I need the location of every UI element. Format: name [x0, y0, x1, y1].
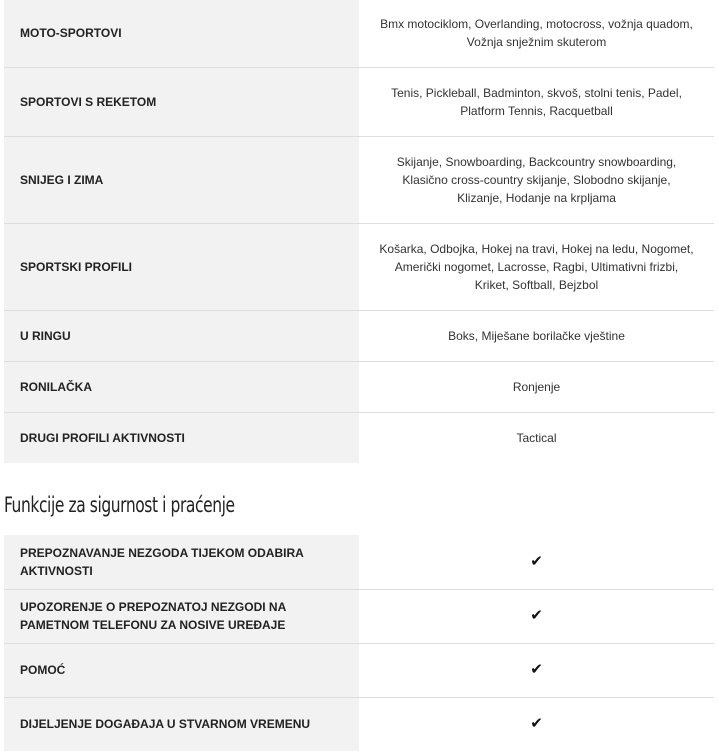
- table-row: [4, 0, 714, 67]
- row-value: Tactical: [359, 412, 714, 463]
- row-value: Bmx motociklom, Overlanding, motocross, vožnja quadom, Vožnja snježnim skuterom: [380, 17, 693, 50]
- check-icon: ✔: [530, 607, 543, 624]
- row-label: RONILAČKA: [4, 361, 359, 412]
- row-value: [359, 643, 714, 697]
- row-value: [359, 589, 714, 643]
- table-row: [4, 310, 714, 361]
- row-value: Tenis, Pickleball, Badminton, skvoš, stolni tenis, Padel, Platform Tennis, Racquetball: [359, 67, 714, 136]
- row-label: DIJELJENJE DOGAĐAJA U STVARNOM VREMENU: [4, 697, 359, 751]
- row-label: POMOĆ: [4, 643, 359, 697]
- row-value: Skijanje, Snowboarding, Backcountry snowboarding, Klasično cross-country skijanje, Slobodno skijanje, Klizanje, Hodanje na krpljama: [359, 136, 714, 223]
- row-label: SPORTOVI S REKETOM: [4, 67, 359, 136]
- row-value: Košarka, Odbojka, Hokej na travi, Hokej na ledu, Nogomet, Američki nogomet, Lacrosse, Ragbi, Ultimativni frizbi, Kriket, Softball, Bejzbol: [359, 223, 714, 310]
- table-row: [4, 223, 714, 310]
- table-row: [4, 412, 714, 463]
- table-row: [4, 535, 714, 589]
- row-label: DRUGI PROFILI AKTIVNOSTI: [4, 412, 359, 463]
- table-row: [4, 67, 714, 136]
- safety-table: [4, 535, 714, 751]
- check-icon: ✔: [530, 661, 543, 678]
- table-row: [4, 361, 714, 412]
- row-value: Ronjenje: [359, 361, 714, 412]
- row-label: SNIJEG I ZIMA: [4, 136, 359, 223]
- table-row: [4, 589, 714, 643]
- row-label: SPORTSKI PROFILI: [4, 223, 359, 310]
- row-value: Boks, Miješane borilačke vještine: [359, 310, 714, 361]
- activities-table: [4, 0, 714, 463]
- section-title: Funkcije za sigurnost i praćenje: [4, 493, 235, 517]
- table-row: [4, 643, 714, 697]
- row-label: PREPOZNAVANJE NEZGODA TIJEKOM ODABIRA AKTIVNOSTI: [4, 535, 359, 589]
- row-label: U RINGU: [4, 310, 359, 361]
- row-label: UPOZORENJE O PREPOZNATOJ NEZGODI NA PAMETNOM TELEFONU ZA NOSIVE UREĐAJE: [4, 589, 359, 643]
- check-icon: ✔: [530, 715, 543, 733]
- check-icon: ✔: [530, 552, 543, 570]
- table-row: [4, 136, 714, 223]
- table-row: [4, 697, 714, 751]
- row-value: [359, 697, 714, 751]
- row-value: [359, 535, 714, 589]
- row-label: MOTO-SPORTOVI: [4, 0, 359, 67]
